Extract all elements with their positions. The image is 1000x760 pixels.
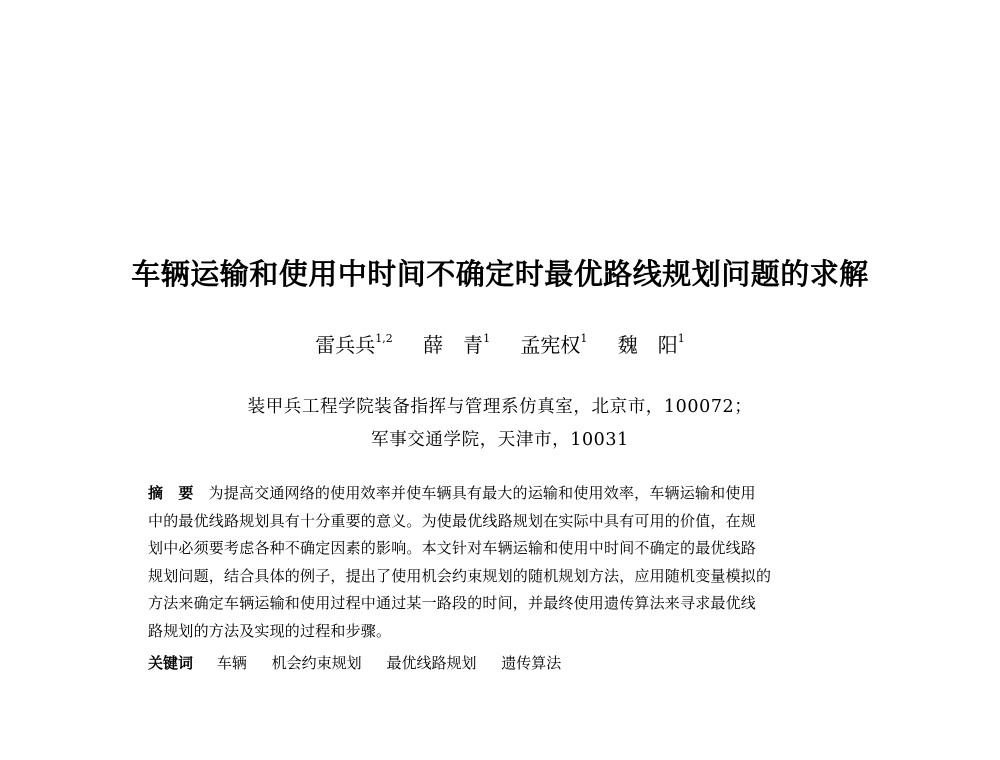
keywords-row bbox=[148, 652, 581, 673]
affiliation: 军事交通学院，天津市，10031 bbox=[371, 430, 629, 450]
author: 薛 青$^1$ bbox=[423, 332, 491, 357]
abstract-line: 摘 要 为提高交通网络的使用效率并使车辆具有最大的运输和使用效率，车辆运输和使用 bbox=[148, 484, 756, 502]
keyword: 遗传算法 bbox=[501, 654, 562, 672]
keyword: 最优线路规划 bbox=[386, 654, 477, 672]
author: 孟宪权$^1$ bbox=[520, 332, 588, 357]
abstract-line: 中的最优线路规划具有十分重要的意义。为使最优线路规划在实际中具有可用的价值，在规 bbox=[148, 511, 757, 530]
abstract-label: 摘 要 bbox=[148, 484, 194, 502]
paper-title: 车辆运输和使用中时间不确定时最优路线规划问题的求解 bbox=[131, 257, 869, 291]
abstract-line: 规划问题，结合具体的例子，提出了使用机会约束规划的随机规划方法，应用随机变量模拟的 bbox=[148, 566, 772, 585]
abstract bbox=[148, 480, 860, 646]
author: 雷兵兵$^{1,2}$ bbox=[315, 332, 393, 357]
keyword: 机会约束规划 bbox=[271, 654, 362, 672]
abstract-line: 方法来确定车辆运输和使用过程中通过某一路段的时间，并最终使用遗传算法来寻求最优线 bbox=[148, 594, 757, 613]
keyword: 车辆 bbox=[216, 654, 247, 672]
affiliation: 装甲兵工程学院装备指挥与管理系仿真室，北京市，100072； bbox=[247, 397, 753, 417]
keywords-label: 关键词 bbox=[148, 654, 194, 672]
abstract-line: 路规划的方法及实现的过程和步骤。 bbox=[148, 621, 392, 640]
author-list bbox=[0, 329, 1000, 358]
author: 魏 阳$^1$ bbox=[617, 332, 685, 357]
abstract-line: 划中必须要考虑各种不确定因素的影响。本文针对车辆运输和使用中时间不确定的最优线路 bbox=[148, 539, 757, 558]
